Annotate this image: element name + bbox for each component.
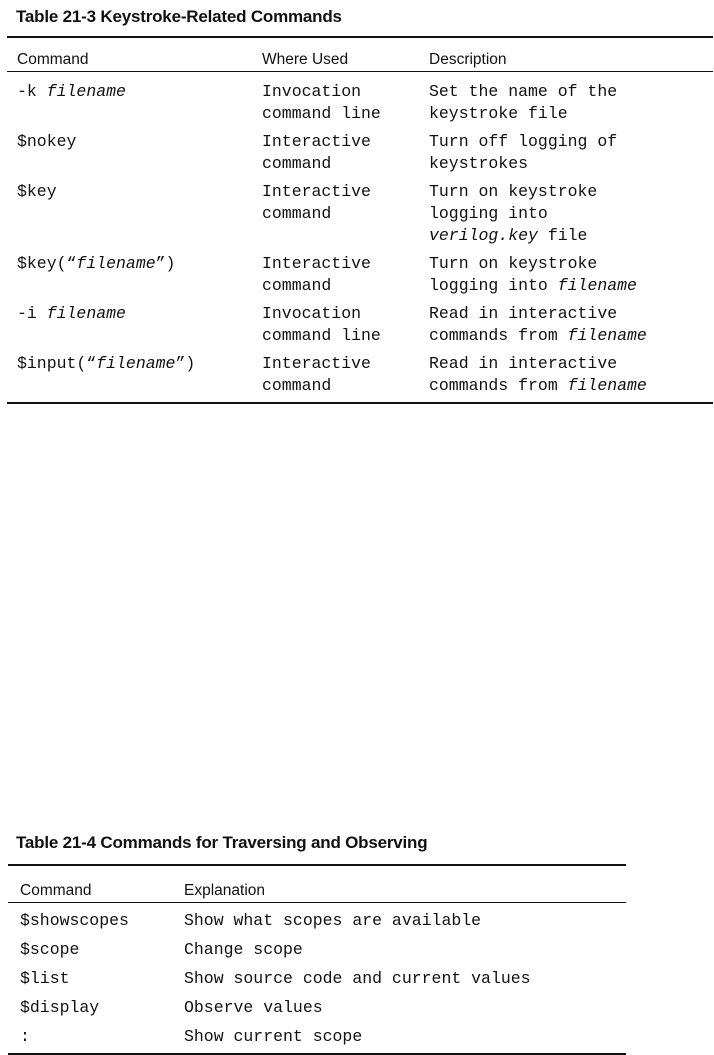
command-cell <box>7 131 262 181</box>
text-run: $input(“ <box>17 354 97 373</box>
text-run: file <box>537 226 588 245</box>
table-row <box>7 131 713 181</box>
text-run: Read in interactive commands from <box>429 354 618 395</box>
table-row <box>7 181 713 253</box>
table-header-row <box>7 37 713 72</box>
text-run: $key(“ <box>17 254 77 273</box>
command-cell: $showscopes <box>20 911 129 930</box>
text-run: $key <box>17 182 57 201</box>
variable-text: verilog.key <box>429 226 538 245</box>
keystroke-commands-table <box>7 36 713 404</box>
variable-text: filename <box>557 276 637 295</box>
variable-text: filename <box>46 82 126 101</box>
explanation-cell: Show current scope <box>184 1027 363 1046</box>
table-row <box>7 72 713 132</box>
explanation-cell: Change scope <box>184 940 303 959</box>
where-used-cell: Interactive command <box>262 132 371 173</box>
command-cell <box>7 181 262 253</box>
text-run: Read in interactive commands from <box>429 304 618 345</box>
column-header-description: Description <box>429 37 713 72</box>
explanation-cell: Show what scopes are available <box>184 911 482 930</box>
description-cell <box>429 181 713 253</box>
command-cell: $scope <box>20 940 80 959</box>
command-cell <box>7 253 262 303</box>
command-cell: $list <box>20 969 70 988</box>
description-cell <box>429 72 713 132</box>
where-used-cell: Invocation command line <box>262 304 381 345</box>
table-row <box>8 964 626 993</box>
table-row <box>8 993 626 1022</box>
text-run: -k <box>17 82 47 101</box>
where-used-cell: Invocation command line <box>262 82 381 123</box>
table-header-row <box>8 865 626 903</box>
command-cell: : <box>20 1027 30 1046</box>
column-header-explanation: Explanation <box>184 865 626 903</box>
table-row <box>7 353 713 403</box>
table-row <box>7 253 713 303</box>
table-21-3-caption: Table 21-3 Keystroke-Related Commands <box>16 7 342 26</box>
where-used-cell: Interactive command <box>262 254 371 295</box>
text-run: Turn off logging of keystrokes <box>429 132 618 173</box>
command-cell <box>7 303 262 353</box>
table-row <box>8 903 626 936</box>
text-run: Turn on keystroke logging into <box>429 182 598 223</box>
command-cell <box>7 353 262 403</box>
variable-text: filename <box>567 326 647 345</box>
variable-text: filename <box>46 304 126 323</box>
table-row <box>8 935 626 964</box>
text-run: -i <box>17 304 47 323</box>
text-run: $nokey <box>17 132 77 151</box>
column-header-where-used: Where Used <box>262 37 429 72</box>
where-used-cell: Interactive command <box>262 354 371 395</box>
text-run: ”) <box>175 354 196 373</box>
where-used-cell: Interactive command <box>262 182 371 223</box>
table-row <box>8 1022 626 1054</box>
variable-text: filename <box>567 376 647 395</box>
text-run: ”) <box>155 254 176 273</box>
variable-text: filename <box>76 254 156 273</box>
table-row <box>7 303 713 353</box>
explanation-cell: Show source code and current values <box>184 969 531 988</box>
command-cell: $display <box>20 998 100 1017</box>
table-21-4-caption: Table 21-4 Commands for Traversing and Observing <box>16 833 428 852</box>
description-cell <box>429 131 713 181</box>
explanation-cell: Observe values <box>184 998 323 1017</box>
traversing-commands-table <box>8 864 626 1055</box>
description-cell <box>429 253 713 303</box>
column-header-command: Command <box>7 37 262 72</box>
column-header-command: Command <box>8 865 184 903</box>
text-run: Turn on keystroke logging into <box>429 254 598 295</box>
description-cell <box>429 303 713 353</box>
description-cell <box>429 353 713 403</box>
command-cell <box>7 72 262 132</box>
text-run: Set the name of the keystroke file <box>429 82 618 123</box>
variable-text: filename <box>96 354 176 373</box>
